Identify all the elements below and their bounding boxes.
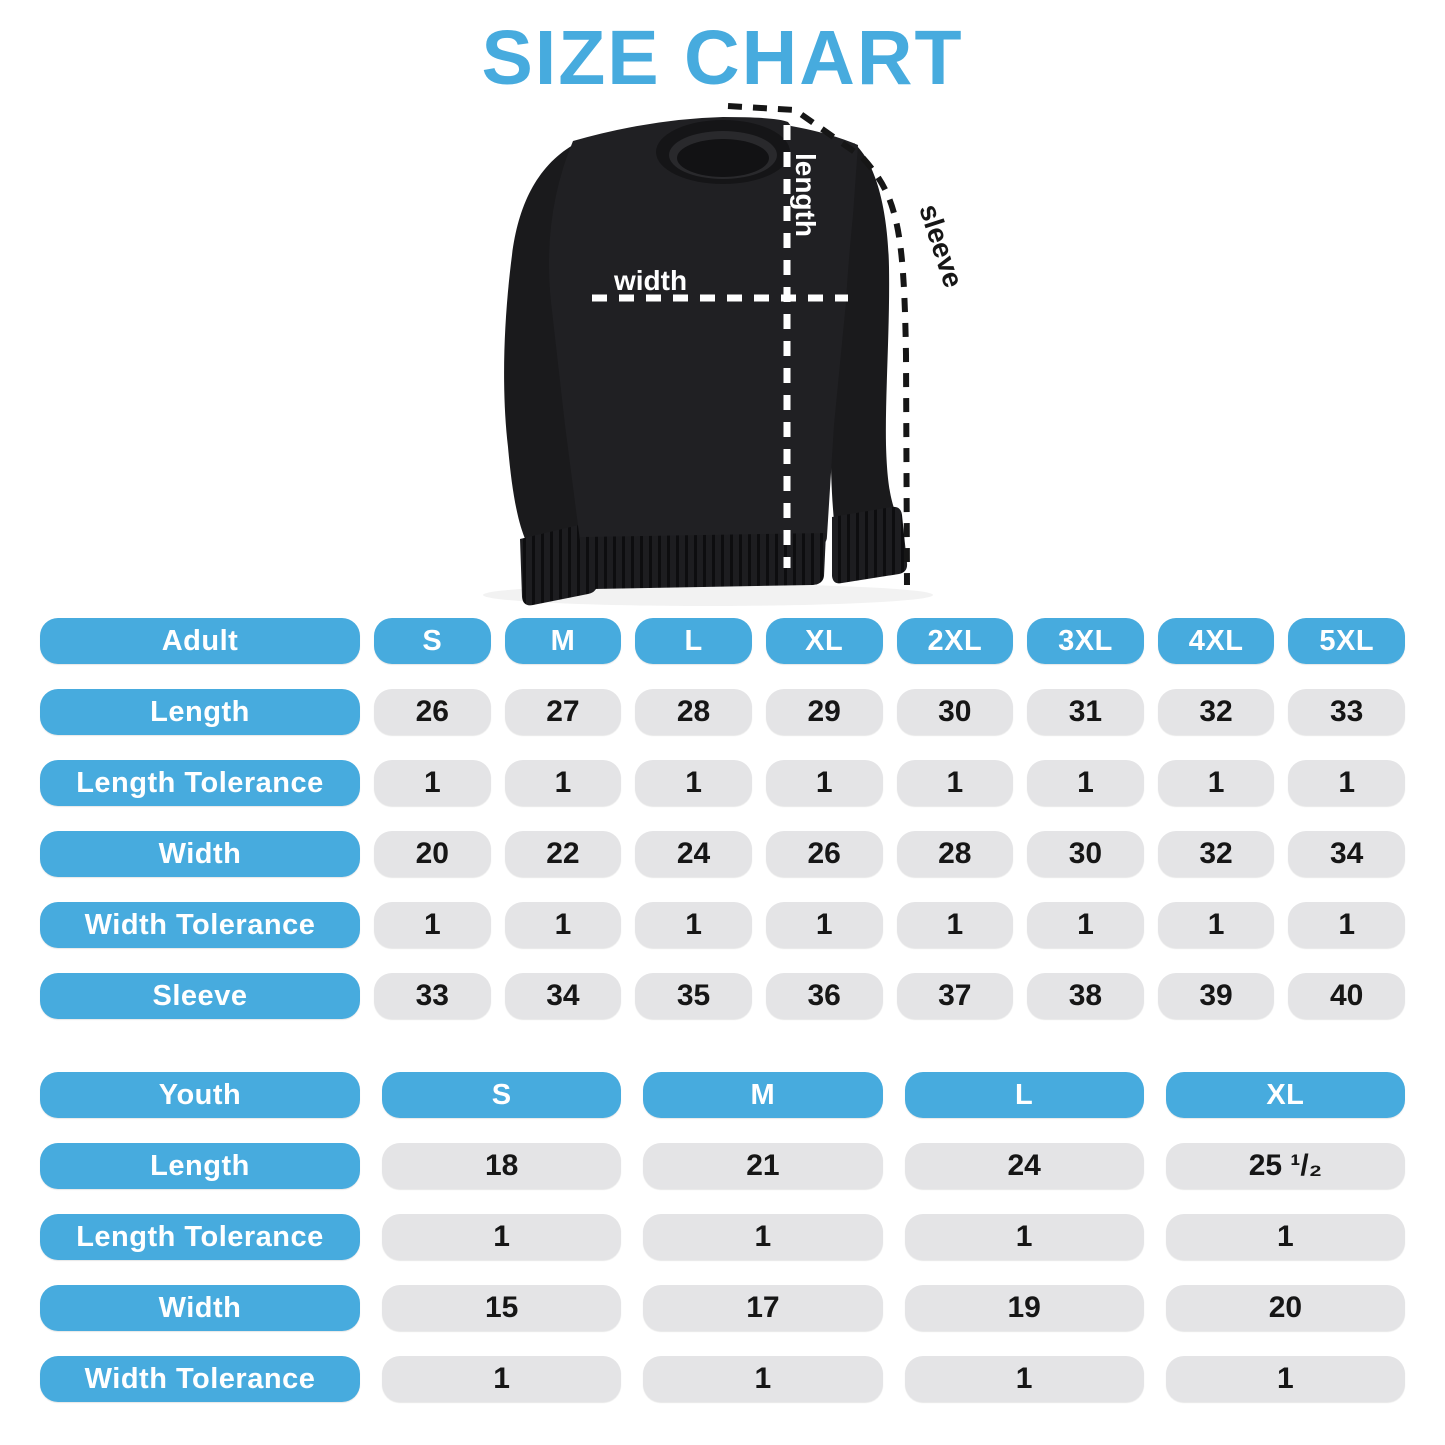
value-cell: 26 xyxy=(766,831,883,877)
collar-opening xyxy=(677,139,769,177)
value-cell: 17 xyxy=(643,1285,882,1331)
value-cell: 20 xyxy=(1166,1285,1405,1331)
value-cell: 1 xyxy=(766,760,883,806)
row-label: Width Tolerance xyxy=(40,902,360,948)
value-cell: 32 xyxy=(1158,689,1275,735)
page-title: SIZE CHART xyxy=(481,15,964,101)
adult-size-table xyxy=(40,618,1405,1019)
row-label: Width Tolerance xyxy=(40,1356,360,1402)
value-cell: 1 xyxy=(905,1356,1144,1402)
value-cell: 26 xyxy=(374,689,491,735)
value-cell: 1 xyxy=(635,760,752,806)
value-cell: 1 xyxy=(766,902,883,948)
value-cell: 1 xyxy=(1027,760,1144,806)
value-cell: 34 xyxy=(505,973,622,1019)
value-cell: 24 xyxy=(905,1143,1144,1189)
size-column-header: 3XL xyxy=(1027,618,1144,664)
value-cell: 20 xyxy=(374,831,491,877)
value-cell: 35 xyxy=(635,973,752,1019)
width-measure-label: width xyxy=(614,265,688,296)
value-cell: 1 xyxy=(635,902,752,948)
value-cell: 32 xyxy=(1158,831,1275,877)
value-cell: 28 xyxy=(897,831,1014,877)
value-cell: 36 xyxy=(766,973,883,1019)
value-cell: 28 xyxy=(635,689,752,735)
value-cell: 33 xyxy=(374,973,491,1019)
value-cell: 1 xyxy=(1027,902,1144,948)
value-cell: 1 xyxy=(643,1214,882,1260)
value-cell: 1 xyxy=(897,760,1014,806)
value-cell: 21 xyxy=(643,1143,882,1189)
size-column-header: S xyxy=(382,1072,621,1118)
value-cell: 27 xyxy=(505,689,622,735)
value-cell: 24 xyxy=(635,831,752,877)
value-cell: 31 xyxy=(1027,689,1144,735)
value-cell: 1 xyxy=(1288,902,1405,948)
value-cell: 1 xyxy=(505,760,622,806)
value-cell: 1 xyxy=(1158,902,1275,948)
value-cell: 25 ¹/₂ xyxy=(1166,1143,1405,1189)
value-cell: 1 xyxy=(374,902,491,948)
sleeve-measure-label: sleeve xyxy=(913,200,970,292)
value-cell: 38 xyxy=(1027,973,1144,1019)
table-corner-label: Youth xyxy=(40,1072,360,1118)
garment-diagram xyxy=(430,95,990,610)
value-cell: 19 xyxy=(905,1285,1144,1331)
size-column-header: S xyxy=(374,618,491,664)
value-cell: 18 xyxy=(382,1143,621,1189)
youth-size-table xyxy=(40,1072,1405,1402)
value-cell: 34 xyxy=(1288,831,1405,877)
value-cell: 30 xyxy=(897,689,1014,735)
value-cell: 33 xyxy=(1288,689,1405,735)
row-label: Length Tolerance xyxy=(40,760,360,806)
value-cell: 29 xyxy=(766,689,883,735)
size-column-header: L xyxy=(635,618,752,664)
value-cell: 15 xyxy=(382,1285,621,1331)
size-column-header: 4XL xyxy=(1158,618,1275,664)
row-label: Length xyxy=(40,1143,360,1189)
value-cell: 1 xyxy=(897,902,1014,948)
row-label: Sleeve xyxy=(40,973,360,1019)
row-label: Length xyxy=(40,689,360,735)
row-label: Width xyxy=(40,831,360,877)
value-cell: 1 xyxy=(382,1356,621,1402)
value-cell: 30 xyxy=(1027,831,1144,877)
value-cell: 40 xyxy=(1288,973,1405,1019)
value-cell: 1 xyxy=(374,760,491,806)
value-cell: 22 xyxy=(505,831,622,877)
value-cell: 1 xyxy=(1166,1356,1405,1402)
size-column-header: XL xyxy=(1166,1072,1405,1118)
table-corner-label: Adult xyxy=(40,618,360,664)
value-cell: 1 xyxy=(1158,760,1275,806)
right-cuff xyxy=(832,507,907,583)
value-cell: 1 xyxy=(1166,1214,1405,1260)
value-cell: 1 xyxy=(1288,760,1405,806)
row-label: Width xyxy=(40,1285,360,1331)
size-column-header: M xyxy=(643,1072,882,1118)
size-column-header: M xyxy=(505,618,622,664)
length-measure-label: length xyxy=(790,153,821,237)
size-column-header: 2XL xyxy=(897,618,1014,664)
size-column-header: L xyxy=(905,1072,1144,1118)
value-cell: 1 xyxy=(505,902,622,948)
value-cell: 37 xyxy=(897,973,1014,1019)
size-column-header: XL xyxy=(766,618,883,664)
sweatshirt-illustration xyxy=(430,95,990,610)
value-cell: 39 xyxy=(1158,973,1275,1019)
value-cell: 1 xyxy=(905,1214,1144,1260)
row-label: Length Tolerance xyxy=(40,1214,360,1260)
value-cell: 1 xyxy=(643,1356,882,1402)
size-column-header: 5XL xyxy=(1288,618,1405,664)
value-cell: 1 xyxy=(382,1214,621,1260)
